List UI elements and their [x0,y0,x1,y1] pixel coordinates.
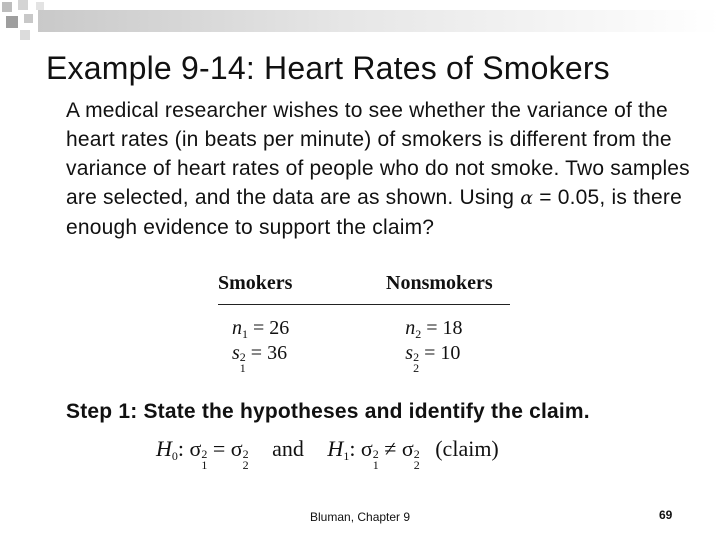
paragraph-text-2: = 0.05, is there enough evidence to support the claim? [66,186,682,239]
table-rule [218,304,510,305]
table-row [232,317,510,342]
table-cell: $n_2 = 18$ [405,317,463,341]
header-smokers: Smokers [218,272,293,294]
sample-data-table [218,272,510,375]
alpha-symbol: α [520,187,534,209]
h1-label: H [327,436,344,461]
footer-text: Bluman, Chapter 9 [310,510,411,524]
h0-label: H [156,436,172,461]
table-row [232,342,510,375]
step-heading: Step 1: State the hypotheses and identify the claim. [66,400,590,423]
and-connector: and [272,436,304,461]
table-cell: s 2 1 = 36 [232,342,288,375]
slide-title: Example 9-14: Heart Rates of Smokers [46,50,610,86]
table-cell: $n_1 = 26$ [232,317,290,341]
problem-paragraph [66,96,696,242]
table-header [218,272,510,300]
paragraph-text-1: A medical researcher wishes to see whether the variance of the heart rates (in beats per minute) of smokers is different from the variance of heart rates of people who do not smoke. Two samples are selected, and the data are as shown. Using [66,99,690,209]
title-bar-gradient [38,10,720,32]
table-cell: s 2 2 = 10 [405,342,461,375]
page-number: 69 [659,508,673,522]
hypotheses-formula: $H_0$: σ 2 1 = σ 2 2 and $H_1$: σ 2 1 ≠ σ 2 2 (claim) [156,436,499,472]
header-nonsmokers: Nonsmokers [386,272,493,294]
claim-label: (claim) [435,436,499,461]
